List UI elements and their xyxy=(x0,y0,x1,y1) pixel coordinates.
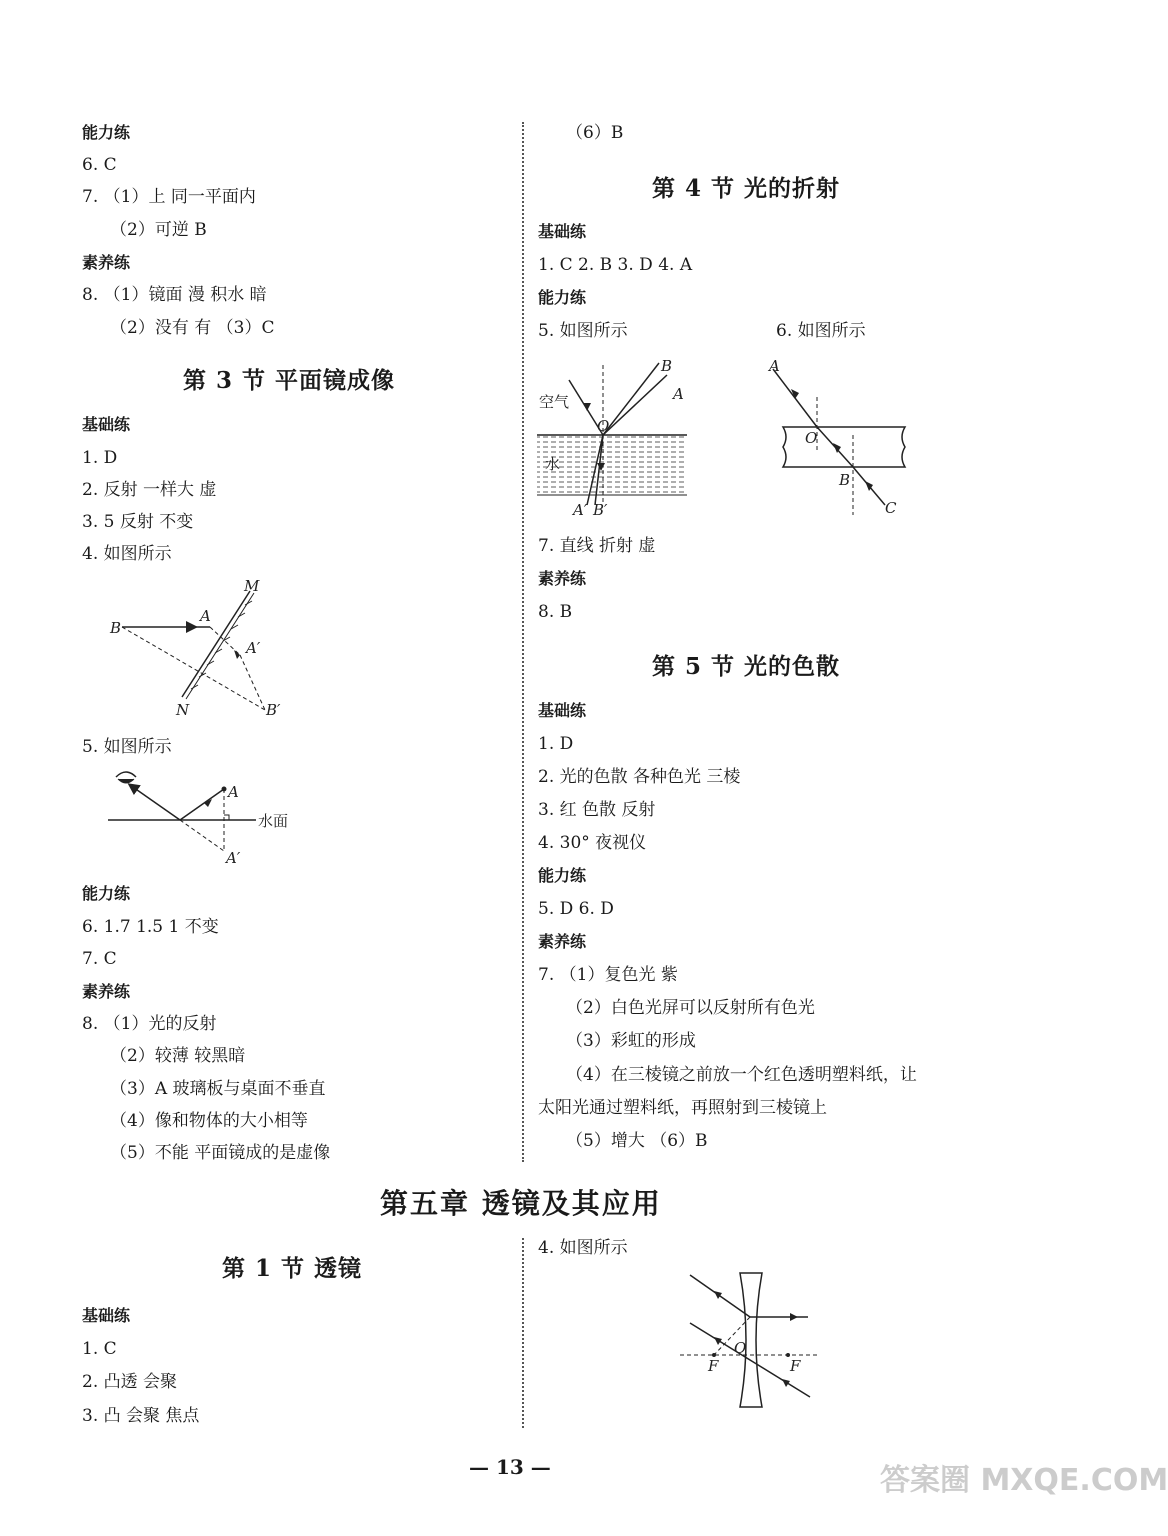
literacy-label: 素养练 xyxy=(538,569,587,588)
literacy-label: 素养练 xyxy=(82,253,131,272)
answer-line: 3. 5 反射 不变 xyxy=(82,512,194,532)
label-B: B xyxy=(110,619,122,637)
answer-line: 2. 光的色散 各种色光 三棱 xyxy=(538,767,741,787)
basic-label: 基础练 xyxy=(82,415,131,434)
page-number: — 13 — xyxy=(469,1455,551,1479)
answer-line: （3）A 玻璃板与桌面不垂直 xyxy=(110,1079,326,1099)
answer-line: （3）彩虹的形成 xyxy=(566,1031,696,1051)
answer-line: 2. 反射 一样大 虚 xyxy=(82,480,217,500)
answer-line: 3. 凸 会聚 焦点 xyxy=(82,1406,200,1426)
plane-mirror-figure xyxy=(100,575,300,725)
column-divider xyxy=(522,1238,524,1428)
answer-line: （2）可逆 B xyxy=(110,220,207,240)
air-label: 空气 xyxy=(539,393,570,411)
answer-line: 6. 如图所示 xyxy=(776,321,866,341)
answer-line: 4. 30° 夜视仪 xyxy=(538,833,647,853)
label-A: A xyxy=(228,783,239,801)
answer-line: 8. （1）镜面 漫 积水 暗 xyxy=(82,285,267,305)
label-M: M xyxy=(244,577,260,595)
answer-line: 4. 如图所示 xyxy=(82,544,172,564)
label-O: O xyxy=(597,417,610,435)
column-divider xyxy=(522,122,524,1162)
answer-line: 1. D xyxy=(538,734,574,754)
answer-line: （4）像和物体的大小相等 xyxy=(110,1111,308,1131)
section-title: 第 1 节 透镜 xyxy=(222,1255,363,1282)
watermark-logo: 答案圈 MXQE.COM xyxy=(880,1463,1168,1498)
label-N: N xyxy=(176,701,190,719)
basic-label: 基础练 xyxy=(82,1306,131,1325)
optical-center-label: O xyxy=(734,1339,747,1357)
basic-label: 基础练 xyxy=(538,701,587,720)
label-A: A xyxy=(673,385,684,403)
answer-line: 7. C xyxy=(82,949,117,969)
answer-line: 1. D xyxy=(82,448,118,468)
answer-line: 1. C xyxy=(82,1339,117,1359)
chapter-title: 第五章 透镜及其应用 xyxy=(380,1187,662,1220)
basic-label: 基础练 xyxy=(538,222,587,241)
answer-line: （5）增大 （6）B xyxy=(566,1131,708,1151)
section-title: 第 3 节 平面镜成像 xyxy=(183,367,396,394)
label-B-prime: B′ xyxy=(593,501,608,519)
label-A-prime: A′ xyxy=(573,501,588,519)
answer-line: 3. 红 色散 反射 xyxy=(538,800,656,820)
label-A: A xyxy=(769,357,780,375)
ability-label: 能力练 xyxy=(538,288,587,307)
answer-line: 2. 凸透 会聚 xyxy=(82,1372,178,1392)
ability-label: 能力练 xyxy=(82,884,131,903)
label-C: C xyxy=(885,499,897,517)
answer-line: 4. 如图所示 xyxy=(538,1238,628,1258)
literacy-label: 素养练 xyxy=(538,932,587,951)
answer-line: （2）较薄 较黑暗 xyxy=(110,1046,246,1066)
water-reflection-figure xyxy=(108,765,308,875)
focus-right-label: F xyxy=(790,1357,801,1375)
answer-line: （5）不能 平面镜成的是虚像 xyxy=(110,1143,331,1163)
answer-line: （2）白色光屏可以反射所有色光 xyxy=(566,998,815,1018)
glass-slab-figure xyxy=(755,355,915,525)
answer-line: 1. C 2. B 3. D 4. A xyxy=(538,255,693,275)
answer-line: 5. 如图所示 xyxy=(82,737,172,757)
label-B: B xyxy=(839,471,851,489)
concave-lens-figure xyxy=(680,1265,830,1415)
answer-line: 7. 直线 折射 虚 xyxy=(538,536,656,556)
answer-line: 7. （1）上 同一平面内 xyxy=(82,187,256,207)
label-A: A xyxy=(200,607,211,625)
literacy-label: 素养练 xyxy=(82,982,131,1001)
answer-line: 5. D 6. D xyxy=(538,899,614,919)
refraction-figure xyxy=(535,355,695,520)
section-title: 第 4 节 光的折射 xyxy=(652,175,841,202)
label-A-prime: A′ xyxy=(226,849,241,867)
focus-left-label: F xyxy=(708,1357,719,1375)
label-O: O xyxy=(805,429,818,447)
answer-line: 6. C xyxy=(82,155,117,175)
water-surface-label: 水面 xyxy=(258,812,289,830)
section-title: 第 5 节 光的色散 xyxy=(652,653,841,680)
answer-line: 太阳光通过塑料纸，再照射到三棱镜上 xyxy=(538,1098,827,1118)
answer-line: 7. （1）复色光 紫 xyxy=(538,965,678,985)
answer-line: （6）B xyxy=(566,123,624,143)
answer-line: 8. B xyxy=(538,602,573,622)
answer-line: （2）没有 有 （3）C xyxy=(110,318,275,338)
label-A-prime: A′ xyxy=(246,639,261,657)
ability-label: 能力练 xyxy=(82,123,131,142)
answer-line: 6. 1.7 1.5 1 不变 xyxy=(82,917,219,937)
answer-line: 8. （1）光的反射 xyxy=(82,1014,217,1034)
label-B-prime: B′ xyxy=(266,701,281,719)
answer-line: 5. 如图所示 xyxy=(538,321,628,341)
label-B: B xyxy=(661,357,673,375)
ability-label: 能力练 xyxy=(538,866,587,885)
answer-line: （4）在三棱镜之前放一个红色透明塑料纸，让 xyxy=(566,1065,917,1085)
water-label: 水 xyxy=(545,455,561,473)
